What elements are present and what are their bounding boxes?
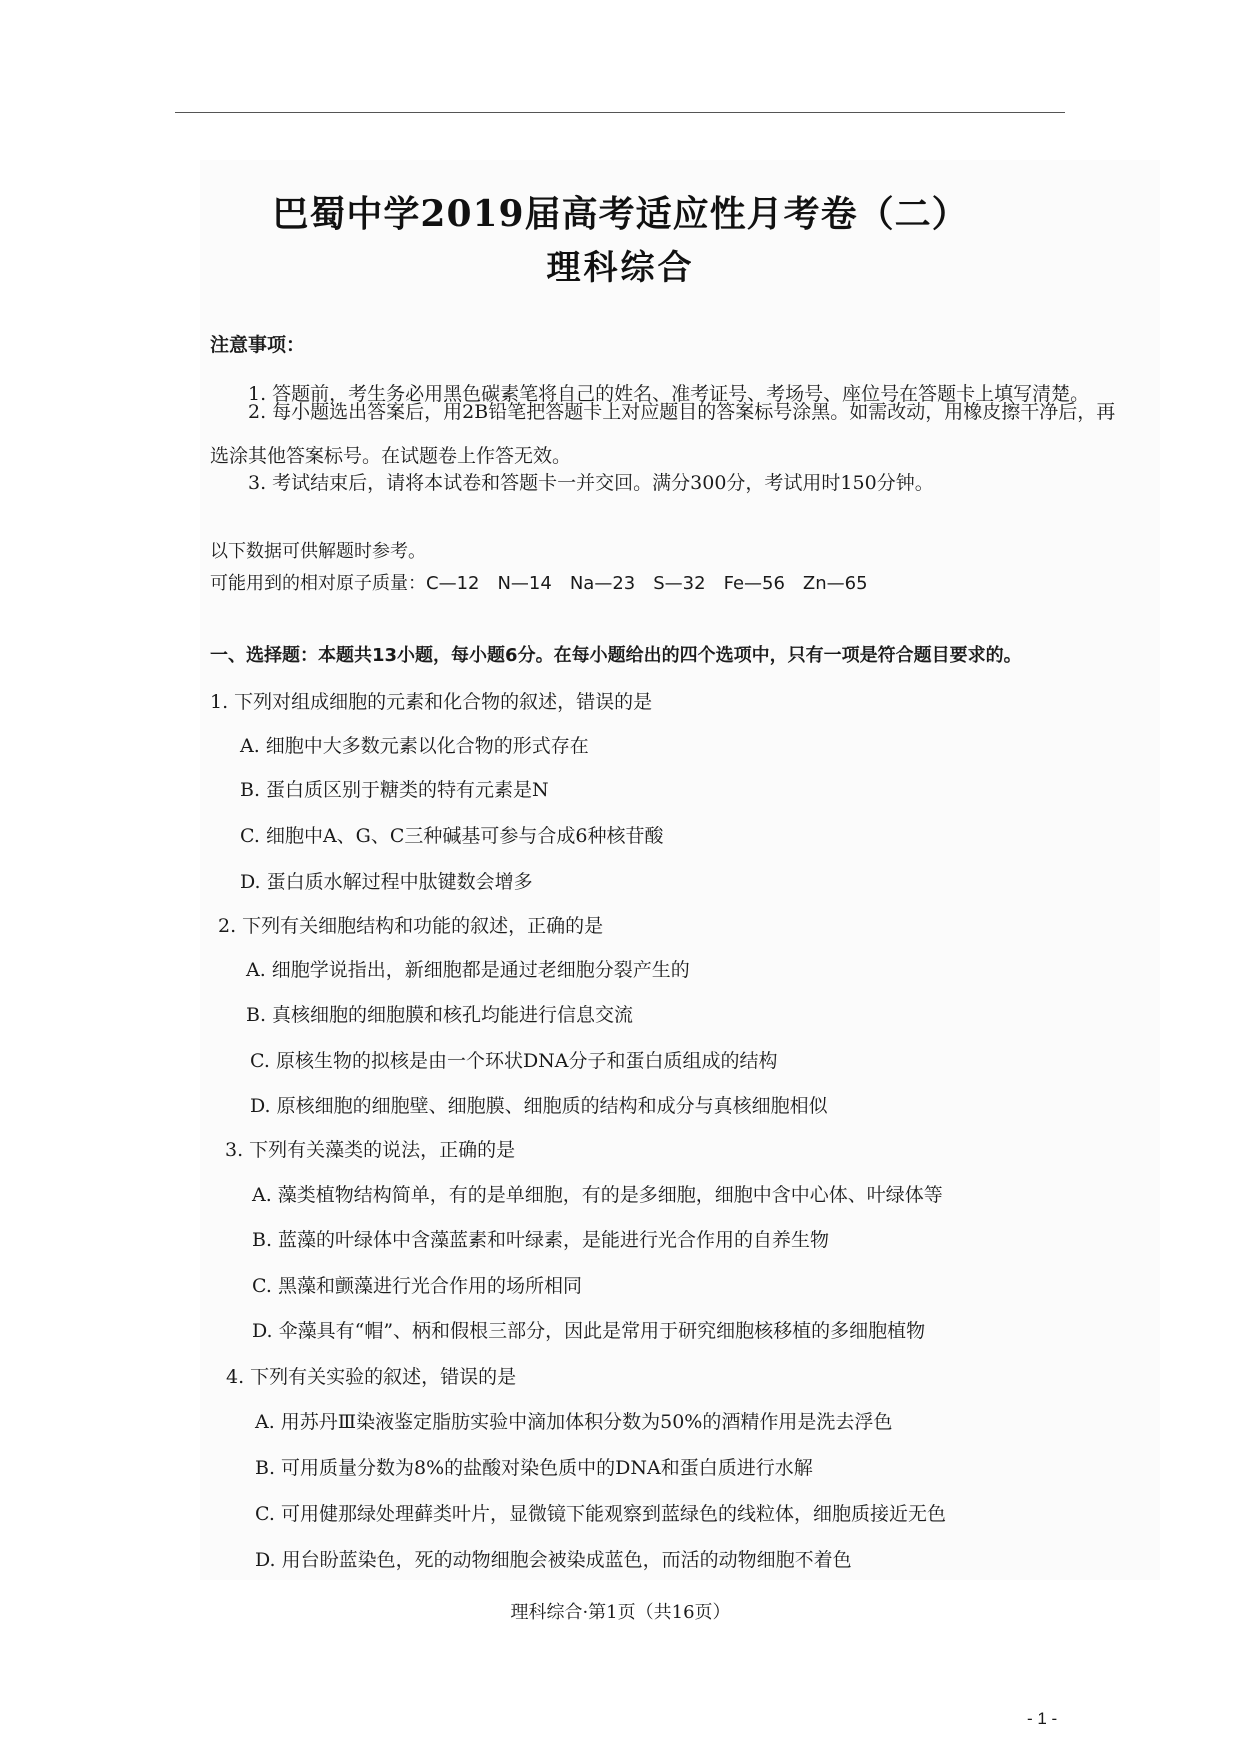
notice-item-2-cont: 选涂其他答案标号。在试题卷上作答无效。 (210, 445, 572, 467)
question-3-stem: 3. 下列有关藻类的说法，正确的是 (225, 1139, 516, 1161)
atomic-masses: 可能用到的相对原子质量：C—12 N—14 Na—23 S—32 Fe—56 Zn—65 (210, 573, 868, 594)
exam-subtitle: 理科综合 (546, 248, 695, 288)
question-3-option-c: C. 黑藻和颤藻进行光合作用的场所相同 (252, 1275, 582, 1297)
exam-title: 巴蜀中学2019届高考适应性月考卷（二） (272, 193, 969, 235)
question-1-option-c: C. 细胞中A、G、C三种碱基可参与合成6种核苷酸 (240, 825, 664, 847)
notice-heading: 注意事项： (210, 334, 306, 356)
question-4-option-a: A. 用苏丹Ⅲ染液鉴定脂肪实验中滴加体积分数为50%的酒精作用是洗去浮色 (255, 1411, 893, 1433)
page-footer: 理科综合·第1页（共16页） (510, 1602, 731, 1623)
section-heading: 一、选择题：本题共13小题，每小题6分。在每小题给出的四个选项中，只有一项是符合题目要求的。 (210, 645, 1022, 666)
question-3-option-d: D. 伞藻具有“帽”、柄和假根三部分，因此是常用于研究细胞核移植的多细胞植物 (252, 1320, 926, 1342)
question-4-option-d: D. 用台盼蓝染色，死的动物细胞会被染成蓝色，而活的动物细胞不着色 (255, 1549, 852, 1571)
question-2-option-c: C. 原核生物的拟核是由一个环状DNA分子和蛋白质组成的结构 (250, 1050, 778, 1072)
question-2-option-a: A. 细胞学说指出，新细胞都是通过老细胞分裂产生的 (246, 959, 690, 981)
notice-item-3: 3. 考试结束后，请将本试卷和答题卡一并交回。满分300分，考试用时150分钟。 (248, 472, 934, 494)
question-4-stem: 4. 下列有关实验的叙述，错误的是 (226, 1366, 517, 1388)
question-3-option-b: B. 蓝藻的叶绿体中含藻蓝素和叶绿素，是能进行光合作用的自养生物 (252, 1229, 830, 1251)
question-1-option-b: B. 蛋白质区别于糖类的特有元素是N (240, 779, 549, 801)
question-4-option-c: C. 可用健那绿处理藓类叶片，显微镜下能观察到蓝绿色的线粒体，细胞质接近无色 (255, 1503, 946, 1525)
notice-item-1: 1. 答题前，考生务必用黑色碳素笔将自己的姓名、准考证号、考场号、座位号在答题卡上填写清楚。 (248, 383, 1090, 405)
question-2-option-b: B. 真核细胞的细胞膜和核孔均能进行信息交流 (246, 1004, 634, 1026)
question-2-option-d: D. 原核细胞的细胞壁、细胞膜、细胞质的结构和成分与真核细胞相似 (250, 1095, 828, 1117)
question-1-option-a: A. 细胞中大多数元素以化合物的形式存在 (240, 735, 589, 757)
question-3-option-a: A. 藻类植物结构简单，有的是单细胞，有的是多细胞，细胞中含中心体、叶绿体等 (252, 1184, 943, 1206)
header-rule (175, 112, 1065, 113)
question-1-stem: 1. 下列对组成细胞的元素和化合物的叙述，错误的是 (210, 691, 653, 713)
notice-item-2: 2. 每小题选出答案后，用2B铅笔把答题卡上对应题目的答案标号涂黑。如需改动，用橡皮擦干净后，再 (248, 401, 1116, 423)
question-1-option-d: D. 蛋白质水解过程中肽键数会增多 (240, 871, 533, 893)
page-number: - 1 - (1027, 1709, 1058, 1728)
reference-intro: 以下数据可供解题时参考。 (210, 541, 426, 562)
question-2-stem: 2. 下列有关细胞结构和功能的叙述，正确的是 (218, 915, 604, 937)
question-4-option-b: B. 可用质量分数为8%的盐酸对染色质中的DNA和蛋白质进行水解 (255, 1457, 813, 1479)
